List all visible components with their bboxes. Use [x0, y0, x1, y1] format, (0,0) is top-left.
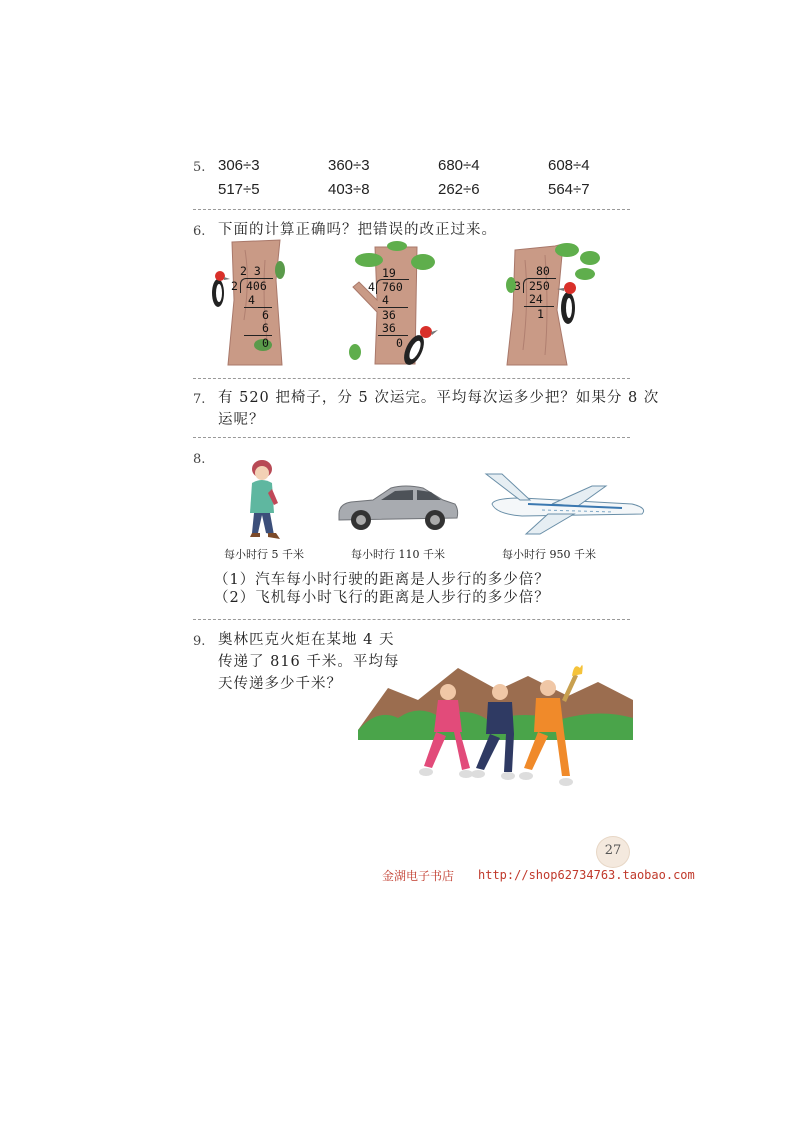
woodpecker-icon	[552, 280, 582, 330]
q5-expr-7: 262÷6	[438, 181, 480, 198]
airplane-illustration	[482, 468, 652, 538]
q7-number: 7.	[193, 392, 206, 407]
car-illustration	[335, 480, 460, 532]
walking-girl-illustration	[238, 455, 288, 543]
car-speed-caption: 每小时行 110 千米	[351, 548, 445, 561]
calc2-line-1: 4	[382, 293, 389, 307]
q9-line-2: 传递了 816 千米。平均每	[218, 654, 400, 670]
calc1-divisor: 2	[231, 279, 238, 293]
q9-line-1: 奥林匹克火炬在某地 4 天	[218, 632, 395, 648]
calc1-line-3: 6	[262, 321, 269, 335]
q5-expr-1: 306÷3	[218, 157, 260, 174]
q5-number: 5.	[193, 160, 206, 175]
q7-line-2: 运呢？	[218, 412, 265, 428]
calc3-dividend: 250	[529, 279, 550, 293]
plane-speed-caption: 每小时行 950 千米	[502, 548, 596, 561]
q5-expr-5: 517÷5	[218, 181, 260, 198]
calc1-line-4: 0	[262, 336, 269, 350]
q5-expr-2: 360÷3	[328, 157, 370, 174]
separator	[193, 437, 630, 438]
q5-expr-6: 403÷8	[328, 181, 370, 198]
store-url[interactable]: http://shop62734763.taobao.com	[478, 868, 695, 882]
calc2-line-3: 36	[382, 321, 396, 335]
calc3-quotient: 80	[536, 264, 550, 278]
separator	[193, 209, 630, 210]
woodpecker-icon	[208, 268, 230, 318]
q8-sub-question-1: （1）汽车每小时行驶的距离是人步行的多少倍？	[214, 572, 550, 588]
calc3-divisor: 3	[514, 279, 521, 293]
page-number: 27	[604, 843, 622, 858]
woodpecker-icon	[400, 322, 438, 370]
separator	[193, 378, 630, 379]
store-name: 金湖电子书店	[382, 869, 455, 883]
calc2-quotient: 19	[382, 266, 396, 280]
q7-line-1: 有 520 把椅子，分 5 次运完。平均每次运多少把？如果分 8 次	[218, 390, 660, 406]
calc1-line-2: 6	[262, 308, 269, 322]
calc3-line-1: 24	[529, 292, 543, 306]
calc2-dividend: 760	[382, 280, 403, 294]
calc1-line-1: 4	[248, 293, 255, 307]
calc3-line-2: 1	[537, 307, 544, 321]
q6-text: 下面的计算正确吗？把错误的改正过来。	[218, 222, 497, 238]
q5-expr-8: 564÷7	[548, 181, 590, 198]
q5-expr-3: 680÷4	[438, 157, 480, 174]
calc2-line-4: 0	[396, 336, 403, 350]
q9-line-3: 天传递多少千米？	[218, 676, 342, 692]
calc2-divisor: 4	[368, 280, 375, 294]
separator	[193, 619, 630, 620]
torch-relay-runners-illustration	[358, 660, 633, 800]
page-number-badge	[596, 836, 630, 868]
q6-number: 6.	[193, 224, 206, 239]
walker-speed-caption: 每小时行 5 千米	[224, 548, 304, 561]
q5-expr-4: 608÷4	[548, 157, 590, 174]
calc2-line-2: 36	[382, 308, 396, 322]
q8-sub-question-2: （2）飞机每小时飞行的距离是人步行的多少倍？	[214, 590, 550, 606]
q9-number: 9.	[193, 634, 206, 649]
q8-number: 8.	[193, 452, 206, 467]
calc2-rule	[378, 335, 408, 336]
calc1-dividend: 406	[246, 279, 267, 293]
calc1-quotient: 2 3	[240, 264, 261, 278]
